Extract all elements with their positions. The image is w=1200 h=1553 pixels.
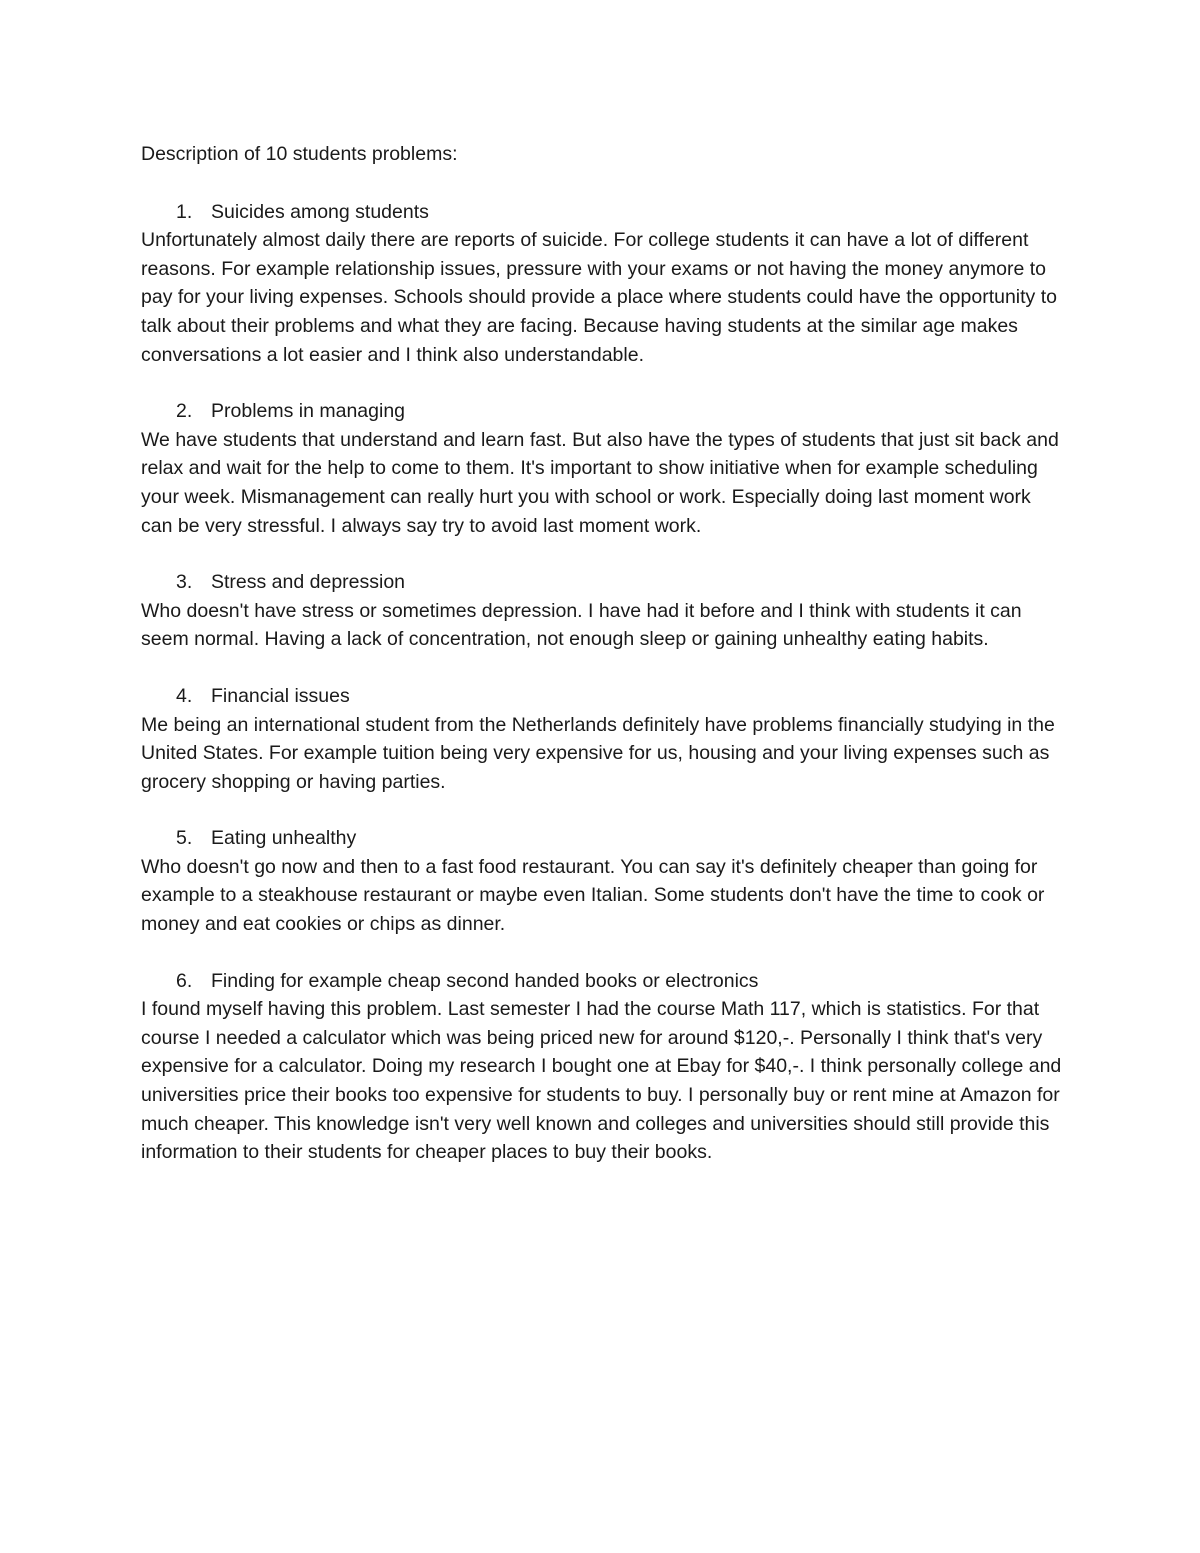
problem-number: 5. (176, 827, 193, 850)
problem-title: Finding for example cheap second handed books or electronics (211, 969, 759, 992)
problem-title: Suicides among students (211, 200, 429, 223)
problem-section-6 (141, 967, 1066, 1167)
problem-heading (141, 397, 1066, 426)
problem-description: Who doesn't have stress or sometimes depression. I have had it before and I think with students it can seem normal. Having a lack of concentration, not enough sleep or gaining unhealthy eating habits. (141, 599, 1022, 651)
problem-number: 1. (176, 200, 193, 223)
problem-number: 2. (176, 400, 193, 423)
problem-description: Who doesn't go now and then to a fast food restaurant. You can say it's definitely cheaper than going for example to a steakhouse restaurant or maybe even Italian. Some students don't have the time to cook or money and eat cookies or chips as dinner. (141, 855, 1045, 936)
problem-title: Stress and depression (211, 571, 406, 594)
problem-description: Me being an international student from the Netherlands definitely have problems financially studying in the United States. For example tuition being very expensive for us, housing and your living expenses such as grocery shopping or having parties. (141, 713, 1055, 793)
document-title: Description of 10 students problems: (141, 143, 458, 165)
problem-heading (141, 198, 1066, 227)
problem-heading (141, 824, 1066, 853)
problem-section-1 (141, 198, 1066, 370)
problem-section-2 (141, 397, 1066, 540)
problem-heading (141, 682, 1066, 711)
problem-description: Unfortunately almost daily there are reports of suicide. For college students it can have a lot of different reasons. For example relationship issues, pressure with your exams or not having the money anymore to pay for your living expenses. Schools should provide a place where students could have the opportunity to talk about their problems and what they are facing. Because having students at the similar age makes conversations a lot easier and I think also understandable. (141, 229, 1057, 366)
problem-heading (141, 568, 1066, 597)
problem-heading (141, 967, 1066, 996)
problem-number: 3. (176, 571, 193, 594)
problem-title: Financial issues (211, 684, 350, 707)
problem-title: Eating unhealthy (211, 827, 357, 850)
problem-section-5 (141, 824, 1066, 938)
problem-number: 4. (176, 684, 193, 707)
problem-number: 6. (176, 969, 193, 992)
problem-section-4 (141, 682, 1066, 796)
problem-description: I found myself having this problem. Last semester I had the course Math 117, which is statistics. For that course I needed a calculator which was being priced new for around $120,-. Personally I think that's very expensive for a calculator. Doing my research I bought one at Ebay for $40,-. I think personally college and universities price their books too expensive for students to buy. I personally buy or rent mine at Amazon for much cheaper. This knowledge isn't very well known and colleges and universities should still provide this information to their students for cheaper places to buy their books. (141, 998, 1062, 1164)
document-page (141, 140, 1066, 1195)
problem-description: We have students that understand and learn fast. But also have the types of students that just sit back and relax and wait for the help to come to them. It's important to show initiative when for example scheduling your week. Mismanagement can really hurt you with school or work. Especially doing last moment work can be very stressful. I always say try to avoid last moment work. (141, 428, 1059, 537)
problem-title: Problems in managing (211, 400, 406, 423)
problem-section-3 (141, 568, 1066, 654)
